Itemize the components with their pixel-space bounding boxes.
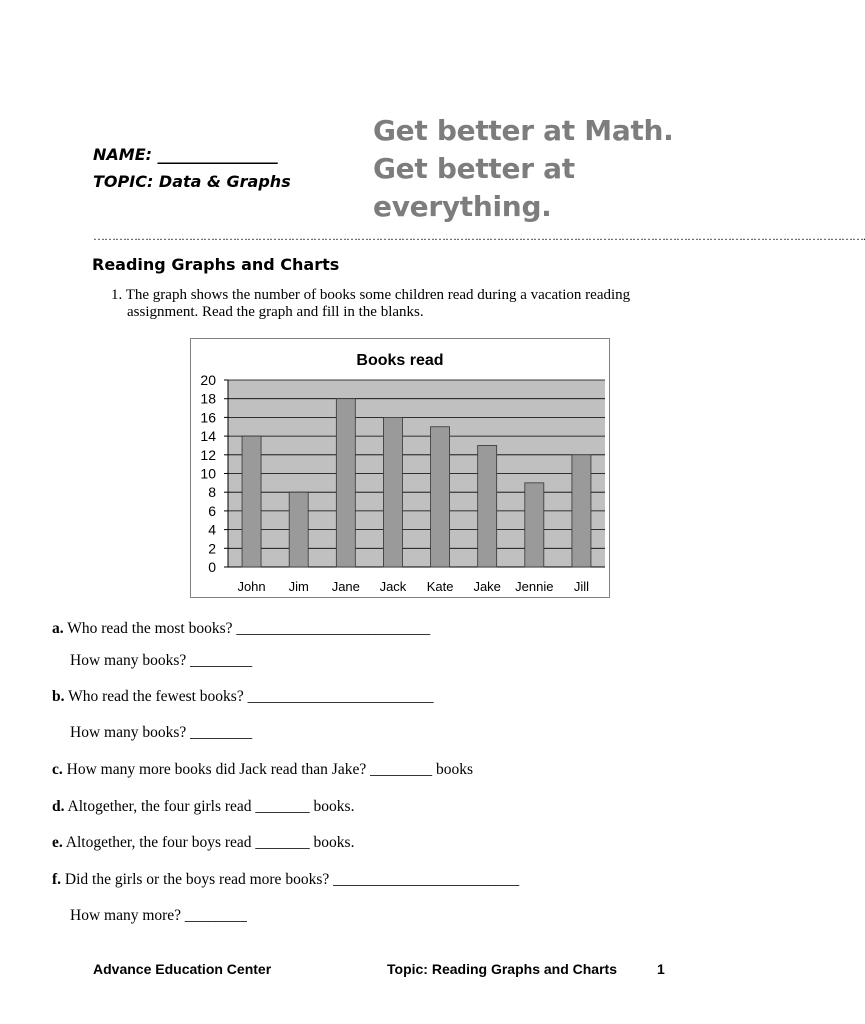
- x-tick-label: John: [237, 579, 266, 594]
- page-number: 1: [657, 961, 665, 977]
- question-c-letter: c.: [52, 761, 63, 778]
- slogan-line-1: Get better at Math.: [373, 114, 674, 147]
- y-tick-label: 10: [200, 465, 216, 482]
- x-tick-label: Jill: [573, 579, 590, 594]
- question-f: [52, 871, 519, 889]
- dotted-divider: ………………………………………………………………………………………………………………………………………………………………………………………….: [93, 229, 865, 243]
- y-tick-label: 18: [200, 390, 216, 407]
- x-tick-label: Jim: [288, 579, 309, 594]
- x-tick-label: Jack: [379, 579, 407, 594]
- slogan: [373, 112, 674, 226]
- slogan-line-3: everything.: [373, 190, 552, 223]
- bar-jake: [478, 445, 497, 567]
- y-tick-label: 12: [200, 446, 216, 463]
- y-tick-label: 14: [200, 428, 216, 445]
- x-tick-label: Jane: [331, 579, 360, 594]
- question-a-count: How many books? ________: [70, 652, 253, 669]
- y-tick-label: 6: [208, 502, 216, 519]
- bar-kate: [431, 427, 450, 567]
- x-tick-label: Jake: [473, 579, 501, 594]
- question-a-text: Who read the most books? _________________________: [67, 620, 431, 637]
- chart-title: Books read: [356, 352, 444, 369]
- question-f-letter: f.: [52, 871, 62, 888]
- y-tick-label: 20: [200, 372, 216, 388]
- question-b-text: Who read the fewest books? ________________________: [68, 688, 434, 705]
- name-field-label: NAME: _______________: [93, 145, 278, 164]
- books-read-chart: [190, 338, 610, 598]
- question-c-text: How many more books did Jack read than Jake? ________ books: [66, 761, 474, 778]
- question-e-letter: e.: [52, 834, 63, 851]
- bar-john: [242, 436, 261, 567]
- question-a-letter: a.: [52, 620, 64, 637]
- question-f-text: Did the girls or the boys read more books? ________________________: [64, 871, 520, 888]
- question-1-line-1: 1. The graph shows the number of books some children read during a vacation reading: [111, 287, 631, 303]
- question-f-count: How many more? ________: [70, 907, 247, 924]
- bar-jim: [289, 492, 308, 567]
- bar-chart-svg: [191, 339, 609, 597]
- topic-label: TOPIC: Data & Graphs: [93, 172, 291, 191]
- bar-jill: [572, 455, 591, 567]
- section-title: Reading Graphs and Charts: [92, 255, 340, 274]
- question-a: [52, 620, 430, 638]
- question-b-count: How many books? ________: [70, 724, 253, 741]
- bar-jennie: [525, 483, 544, 567]
- question-b: [52, 688, 434, 706]
- question-d: [52, 798, 354, 816]
- bar-jack: [383, 417, 402, 567]
- question-b-letter: b.: [52, 688, 65, 705]
- y-tick-label: 0: [208, 559, 216, 575]
- x-tick-label: Jennie: [515, 579, 554, 594]
- y-tick-label: 16: [200, 409, 216, 426]
- question-e-text: Altogether, the four boys read _______ books.: [65, 834, 355, 851]
- y-tick-label: 4: [208, 521, 216, 538]
- bar-jane: [336, 399, 355, 567]
- question-d-text: Altogether, the four girls read _______ books.: [67, 798, 355, 815]
- question-e: [52, 834, 354, 852]
- footer-organization: Advance Education Center: [93, 961, 272, 977]
- question-c: [52, 761, 473, 779]
- slogan-line-2: Get better at: [373, 152, 575, 185]
- question-1-line-2: assignment. Read the graph and fill in the blanks.: [127, 304, 424, 320]
- footer-topic: Topic: Reading Graphs and Charts: [387, 961, 617, 977]
- question-d-letter: d.: [52, 798, 65, 815]
- x-tick-label: Kate: [426, 579, 454, 594]
- question-1-intro: [111, 287, 671, 321]
- y-tick-label: 8: [208, 484, 216, 501]
- y-tick-label: 2: [208, 540, 216, 557]
